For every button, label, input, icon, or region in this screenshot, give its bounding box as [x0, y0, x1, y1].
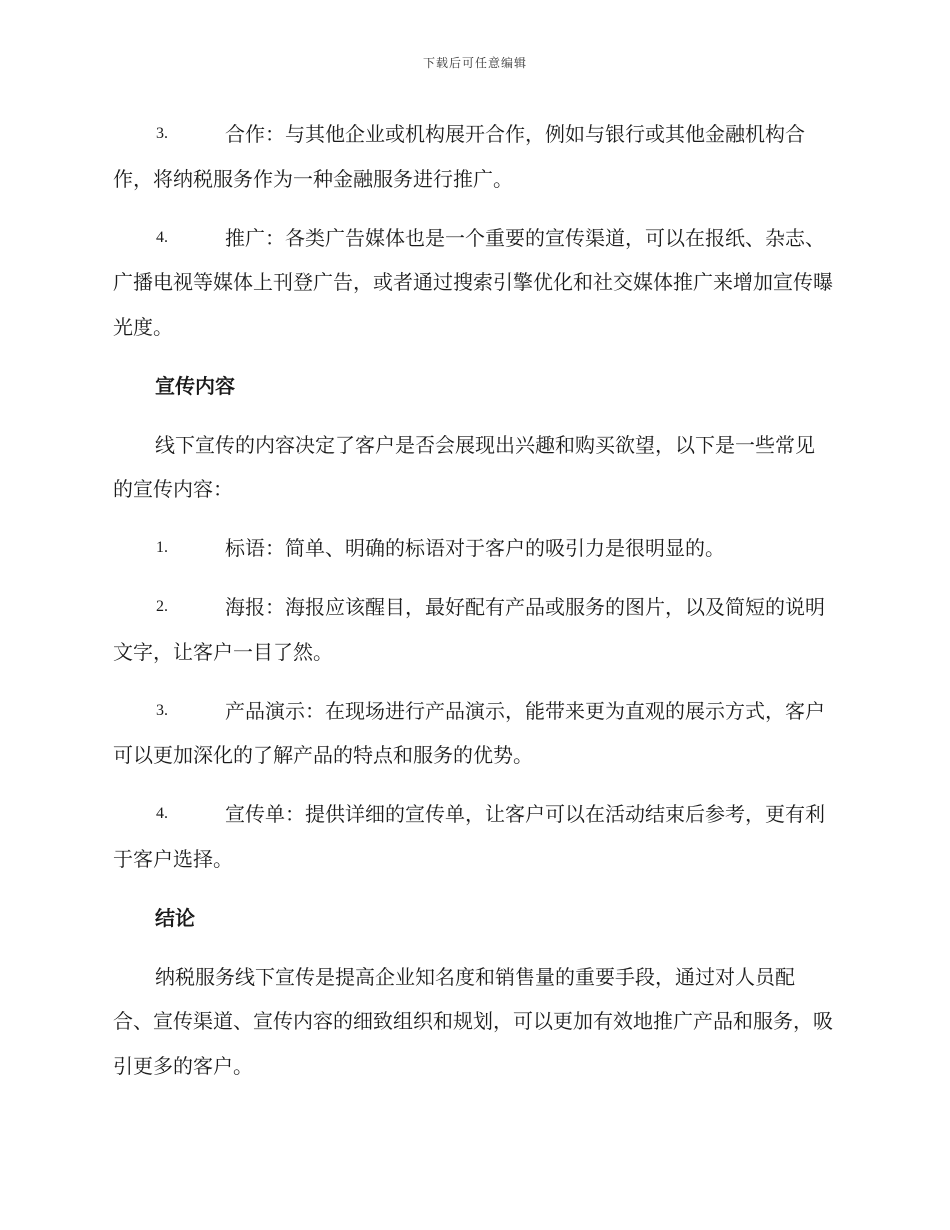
section-heading-conclusion: 结论	[155, 905, 195, 930]
conclusion-paragraph: 纳税服务线下宣传是提高企业知名度和销售量的重要手段，通过对人员配合、宣传渠道、宣传内容的细致组织和规划，可以更加有效地推广产品和服务，吸引更多的客户。	[113, 964, 833, 1078]
list-item	[113, 585, 833, 674]
section-heading-content: 宣传内容	[155, 373, 235, 398]
list-number: 4.	[156, 228, 168, 246]
list-item-text: 合作：与其他企业或机构展开合作，例如与银行或其他金融机构合作，将纳税服务作为一种金融服务进行推广。	[113, 122, 805, 191]
list-item	[113, 689, 833, 778]
list-number: 4.	[156, 805, 168, 822]
list-item-text: 海报：海报应该醒目，最好配有产品或服务的图片，以及简短的说明文字，让客户一目了然。	[113, 595, 825, 664]
section-intro-paragraph: 线下宣传的内容决定了客户是否会展现出兴趣和购买欲望，以下是一些常见的宣传内容：	[113, 432, 815, 501]
list-number: 2.	[156, 598, 168, 615]
list-item	[113, 112, 833, 201]
page-header: 下载后可任意编辑	[422, 56, 527, 70]
list-item	[113, 526, 833, 571]
list-item	[113, 792, 833, 881]
list-item	[113, 216, 833, 350]
list-item-text: 推广：各类广告媒体也是一个重要的宣传渠道，可以在报纸、杂志、广播电视等媒体上刊登广告，或者通过搜索引擎优化和社交媒体推广来增加宣传曝光度。	[113, 225, 833, 339]
list-number: 1.	[156, 539, 168, 556]
list-number: 3.	[156, 701, 168, 719]
list-item-text: 产品演示：在现场进行产品演示，能带来更为直观的展示方式，客户可以更加深化的了解产品的特点和服务的优势。	[113, 698, 825, 767]
document-body	[113, 112, 833, 1103]
list-item-text: 标语：简单、明确的标语对于客户的吸引力是很明显的。	[225, 536, 725, 560]
list-number: 3.	[156, 125, 168, 142]
list-item-text: 宣传单：提供详细的宣传单，让客户可以在活动结束后参考，更有利于客户选择。	[113, 802, 825, 871]
